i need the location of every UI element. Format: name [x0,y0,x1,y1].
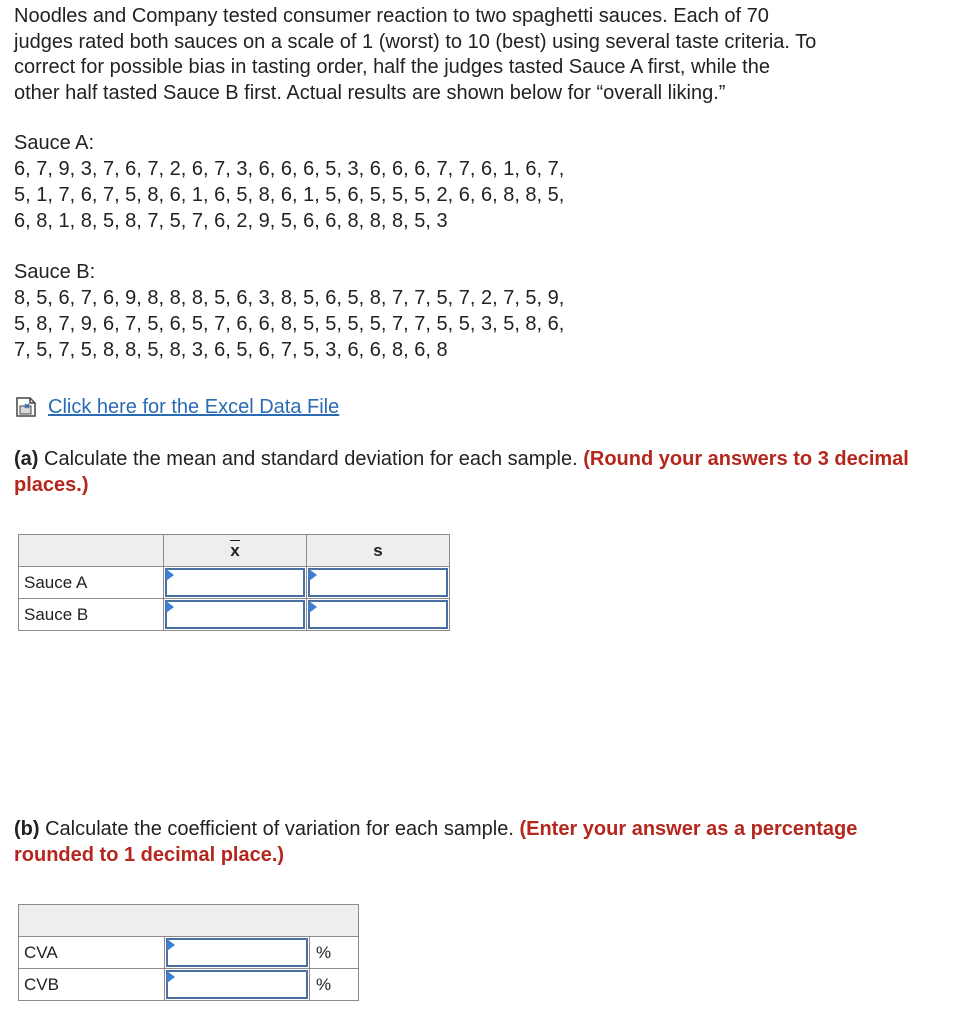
part-b-note: (Enter your answer as a percentage rounded to 1 decimal place.) [14,818,858,866]
excel-file-icon[interactable] [14,396,40,418]
sauce-b-data-line: 8, 5, 6, 7, 6, 9, 8, 8, 8, 5, 6, 3, 8, 5, 6, 5, 8, 7, 7, 5, 7, 2, 7, 5, 9, [14,287,565,309]
sauce-b-sd-input[interactable] [307,599,450,631]
row-label-sauce-a: Sauce A [19,567,164,599]
percent-unit: % [310,937,359,969]
row-label-sauce-b: Sauce B [19,599,164,631]
table-row [19,599,450,631]
sauce-a-label: Sauce A: [14,132,95,154]
header-empty-cell [19,905,359,937]
excel-data-link-row [14,394,339,420]
sauce-a-data [14,156,654,234]
sauce-a-data-line: 5, 1, 7, 6, 7, 5, 8, 6, 1, 6, 5, 8, 6, 1, 5, 6, 5, 5, 5, 2, 6, 6, 8, 8, 5, [14,184,565,206]
table-header-row [19,535,450,567]
cvb-input[interactable] [165,969,310,1001]
sauce-b-label: Sauce B: [14,261,96,283]
sauce-a-data-line: 6, 8, 1, 8, 5, 8, 7, 5, 7, 6, 2, 9, 5, 6, 6, 8, 8, 8, 5, 3 [14,210,448,232]
sauce-b-data-line: 7, 5, 7, 5, 8, 8, 5, 8, 3, 6, 5, 6, 7, 5, 3, 6, 6, 8, 6, 8 [14,339,448,361]
intro-line: judges rated both sauces on a scale of 1 (worst) to 10 (best) using several taste criteria. To [14,30,817,53]
part-a-label: (a) [14,448,39,470]
header-empty-cell [19,535,164,567]
part-a-text: Calculate the mean and standard deviation for each sample. [38,448,584,470]
part-a-note: (Round your answers to 3 decimal places.) [14,448,909,496]
x-bar-symbol: x [230,540,240,560]
question-a [14,446,914,498]
intro-line: Noodles and Company tested consumer reaction to two spaghetti sauces. Each of 70 [14,5,769,27]
table-row [19,969,359,1001]
sauce-a-sd-input[interactable] [307,567,450,599]
cva-input[interactable] [165,937,310,969]
row-label-cvb: CVB [19,969,165,1001]
answer-table-a [18,534,450,631]
row-label-cva: CVA [19,937,165,969]
sauce-b-mean-input[interactable] [164,599,307,631]
table-row [19,937,359,969]
question-b [14,816,914,868]
part-b-text: Calculate the coefficient of variation for each sample. [39,818,520,840]
table-row [19,567,450,599]
excel-data-link[interactable]: Click here for the Excel Data File [48,396,340,418]
sauce-a-data-line: 6, 7, 9, 3, 7, 6, 7, 2, 6, 7, 3, 6, 6, 6, 5, 3, 6, 6, 6, 7, 7, 6, 1, 6, 7, [14,158,565,180]
problem-statement [14,4,954,106]
answer-table-b [18,904,359,1001]
sauce-b-data [14,285,654,363]
sauce-a-mean-input[interactable] [164,567,307,599]
intro-line: other half tasted Sauce B first. Actual results are shown below for “overall liking.” [14,81,726,104]
table-header-row [19,905,359,937]
intro-line: correct for possible bias in tasting order, half the judges tasted Sauce A first, while the [14,56,770,78]
header-std-dev: s [307,535,450,567]
part-b-label: (b) [14,818,40,840]
sauce-b-data-line: 5, 8, 7, 9, 6, 7, 5, 6, 5, 7, 6, 6, 8, 5, 5, 5, 5, 7, 7, 5, 5, 3, 5, 8, 6, [14,313,565,335]
header-mean [164,535,307,567]
percent-unit: % [310,969,359,1001]
